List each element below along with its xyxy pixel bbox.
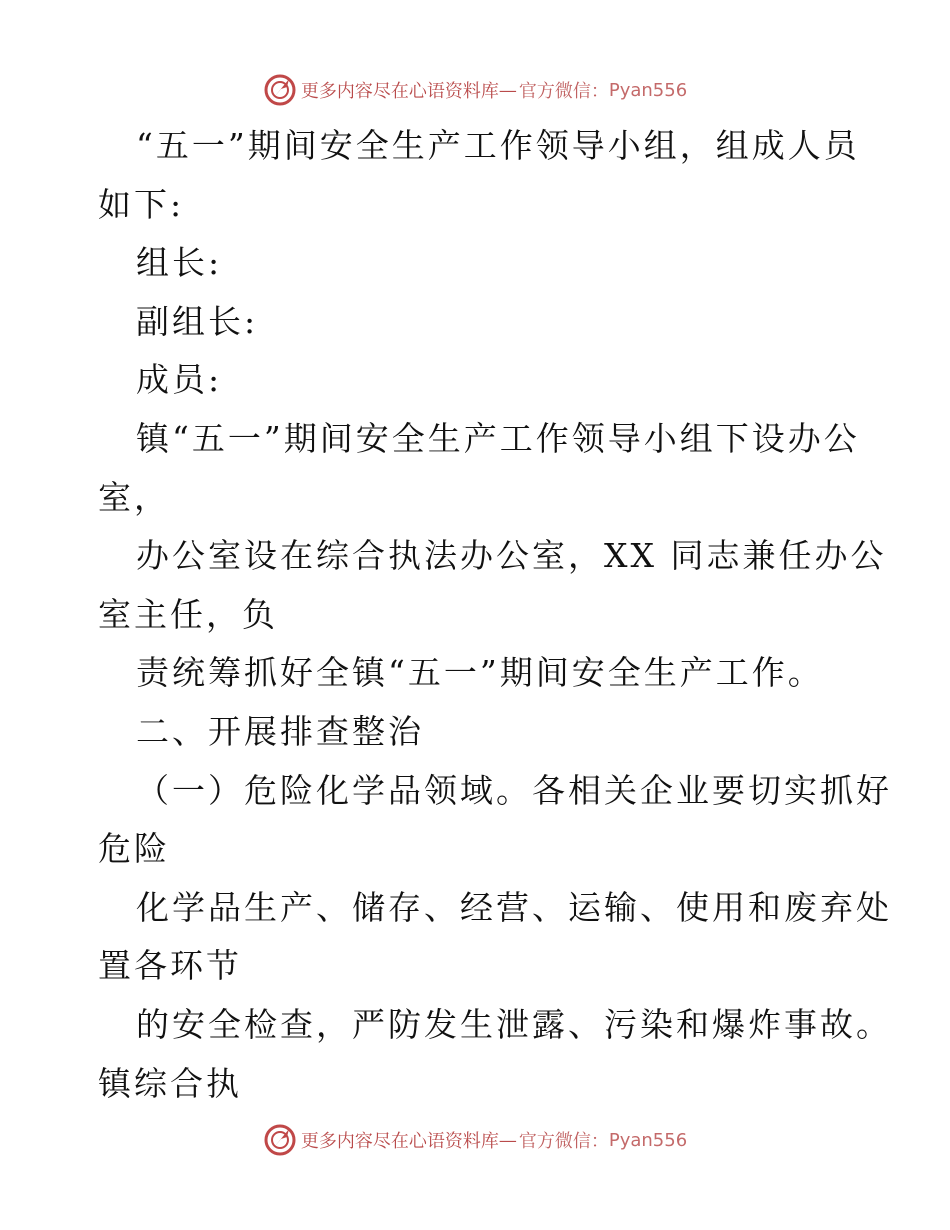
footer-watermark	[0, 1120, 950, 1160]
watermark-wechat-label: 官方微信：	[518, 1131, 609, 1152]
text-line: 镇综合执	[98, 1063, 242, 1103]
watermark-site-text: 更多内容尽在心语资料库	[300, 81, 499, 102]
quill-logo-icon	[263, 73, 297, 107]
document-body	[98, 117, 892, 1113]
text-line: 镇“五一”期间安全生产工作领导小组下设办公	[136, 418, 860, 458]
text-line: “五一”期间安全生产工作领导小组，组成人员	[136, 126, 860, 165]
text-line: 置各环节	[98, 946, 242, 986]
text-line: （一）危险化学品领域。各相关企业要切实抓好	[136, 770, 892, 810]
text-line: 室，	[98, 477, 170, 517]
watermark-wechat-id: Pyan556	[608, 1129, 688, 1151]
quill-logo-icon	[263, 1123, 297, 1157]
text-line: 危险	[98, 829, 170, 869]
text-line: 化学品生产、储存、经营、运输、使用和废弃处	[136, 887, 892, 927]
text-line: 办公室设在综合执法办公室，XX 同志兼任办公	[136, 536, 887, 576]
text-line: 副组长:	[136, 301, 259, 341]
text-line: 责统筹抓好全镇“五一”期间安全生产工作。	[136, 653, 824, 693]
text-line: 的安全检查，严防发生泄露、污染和爆炸事故。	[136, 1004, 892, 1044]
text-line: 如下:	[98, 184, 185, 224]
section-heading: 二、开展排查整治	[136, 711, 424, 751]
watermark-wechat-id: Pyan556	[608, 79, 688, 101]
watermark-wechat-label: 官方微信：	[518, 81, 609, 102]
text-line: 室主任，负	[98, 594, 278, 634]
watermark-site-text: 更多内容尽在心语资料库	[300, 1131, 499, 1152]
header-watermark	[0, 70, 950, 110]
text-line: 组长:	[136, 243, 223, 283]
watermark-dash: —	[498, 79, 517, 101]
watermark-dash: —	[498, 1129, 517, 1151]
text-line: 成员:	[136, 360, 223, 400]
